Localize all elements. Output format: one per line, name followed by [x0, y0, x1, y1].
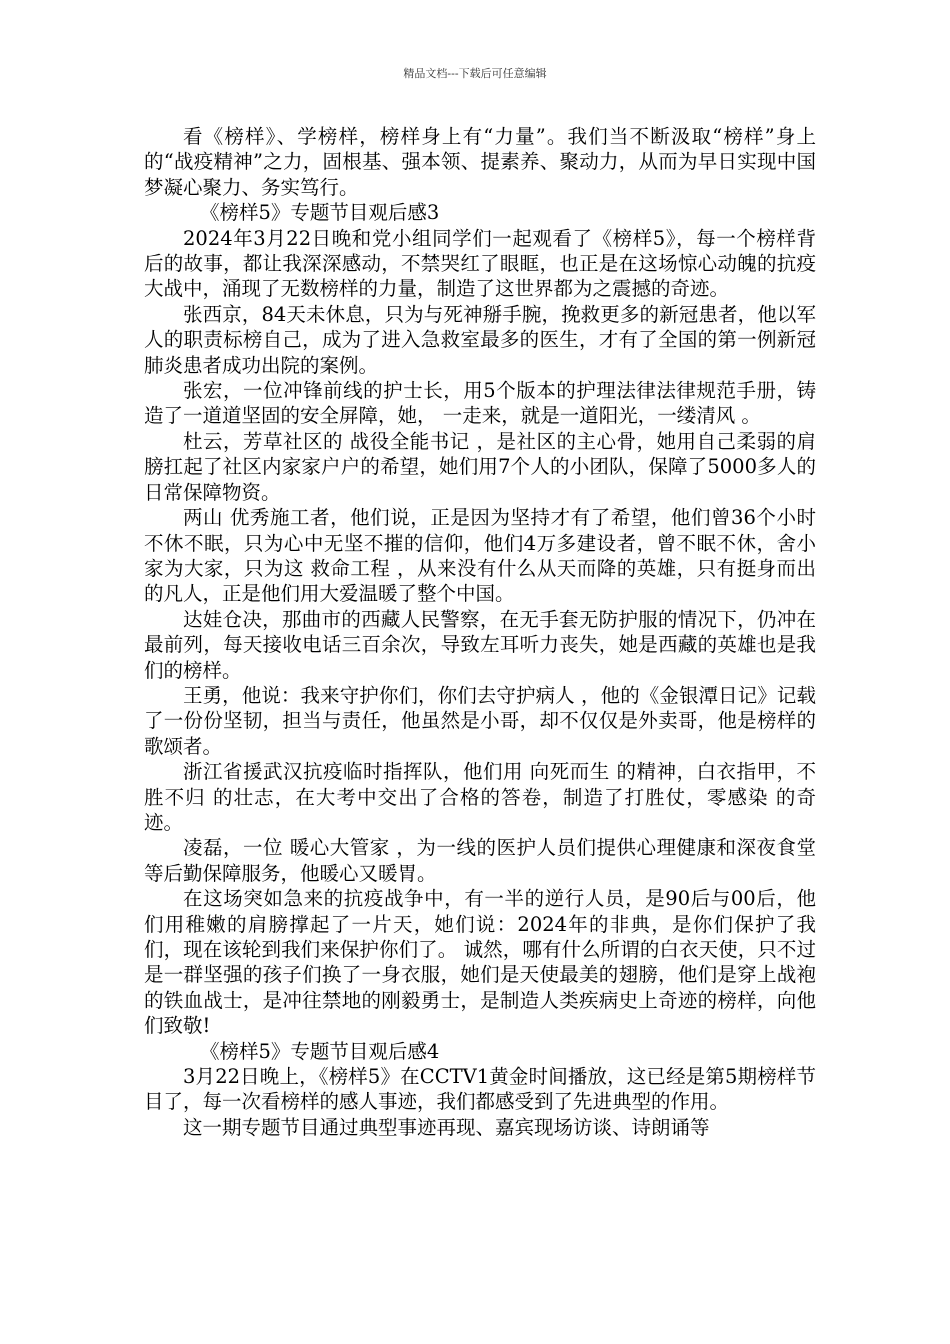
paragraph: 张西京，84天未休息，只为与死神掰手腕，挽救更多的新冠患者，他以军人的职责标榜自己，成为了进入急救室最多的医生，才有了全国的第一例新冠肺炎患者成功出院的案例。 — [144, 302, 816, 377]
paragraph: 王勇，他说：我来守护你们，你们去守护病人 ，他的《金银潭日记》记载了一份份坚韧，担当与责任，他虽然是小哥，却不仅仅是外卖哥，他是榜样的歌颂者。 — [144, 683, 816, 758]
paragraph: 这一期专题节目通过典型事迹再现、嘉宾现场访谈、诗朗诵等 — [183, 1115, 710, 1139]
paragraph: 杜云，芳草社区的 战役全能书记 ，是社区的主心骨，她用自己柔弱的肩膀扛起了社区内家家户户的希望，她们用7个人的小团队，保障了5000多人的日常保障物资。 — [144, 429, 816, 504]
document-body — [144, 124, 816, 1140]
page-header: 精品文档---下载后可任意编辑 — [403, 67, 547, 80]
paragraph: 张宏，一位冲锋前线的护士长，用5个版本的护理法律法律规范手册，铸造了一道道坚固的安全屏障，她， 一走来，就是一道阳光，一缕清风 。 — [144, 379, 816, 428]
section-heading-4: 《榜样5》专题节目观后感4 — [200, 1039, 440, 1063]
paragraph: 在这场突如急来的抗疫战争中，有一半的逆行人员，是90后与00后，他们用稚嫩的肩膀撑起了一片天，她们说：2024年的非典，是你们保护了我们，现在该轮到我们来保护你们了。 诚然，哪有什么所谓的白衣天使，只不过是一群坚强的孩子们换了一身衣服，她们是天使最美的翅膀，他们是穿上战袍的铁血战士，是冲往禁地的刚毅勇士，是制造人类疾病史上奇迹的榜样，向他们致敬! — [144, 887, 816, 1038]
paragraph: 浙江省援武汉抗疫临时指挥队，他们用 向死而生 的精神，白衣指甲，不胜不归 的壮志，在大考中交出了合格的答卷，制造了打胜仗，零感染 的奇迹。 — [144, 760, 816, 834]
paragraph: 3月22日晚上，《榜样5》在CCTV1黄金时间播放，这已经是第5期榜样节目了，每一次看榜样的感人事迹，我们都感受到了先进典型的作用。 — [144, 1065, 816, 1114]
paragraph: 凌磊，一位 暖心大管家 ，为一线的医护人员们提供心理健康和深夜食堂等后勤保障服务，他暖心又暖胃。 — [144, 836, 816, 885]
paragraph: 两山 优秀施工者，他们说，正是因为坚持才有了希望，他们曾36个小时不休不眠，只为心中无坚不摧的信仰，他们4万多建设者，曾不眠不休，舍小家为大家，只为这 救命工程 ，从来没有什么从天而降的英雄，只有挺身而出的凡人，正是他们用大爱温暖了整个中国。 — [144, 506, 816, 606]
paragraph: 达娃仓决，那曲市的西藏人民警察，在无手套无防护服的情况下，仍冲在最前列，每天接收电话三百余次，导致左耳听力丧失，她是西藏的英雄也是我们的榜样。 — [144, 607, 816, 682]
section-heading-3: 《榜样5》专题节目观后感3 — [200, 201, 440, 225]
paragraph: 2024年3月22日晚和党小组同学们一起观看了《榜样5》，每一个榜样背后的故事，都让我深深感动，不禁哭红了眼眶，也正是在这场惊心动魄的抗疫大战中，涌现了无数榜样的力量，制造了这世界都为之震撼的奇迹。 — [144, 226, 816, 301]
paragraph-intro: 看《榜样》、学榜样，榜样身上有“力量”。我们当不断汲取“榜样”身上的“战疫精神”之力，固根基、强本领、提素养、聚动力，从而为早日实现中国梦凝心聚力、务实笃行。 — [144, 125, 816, 199]
